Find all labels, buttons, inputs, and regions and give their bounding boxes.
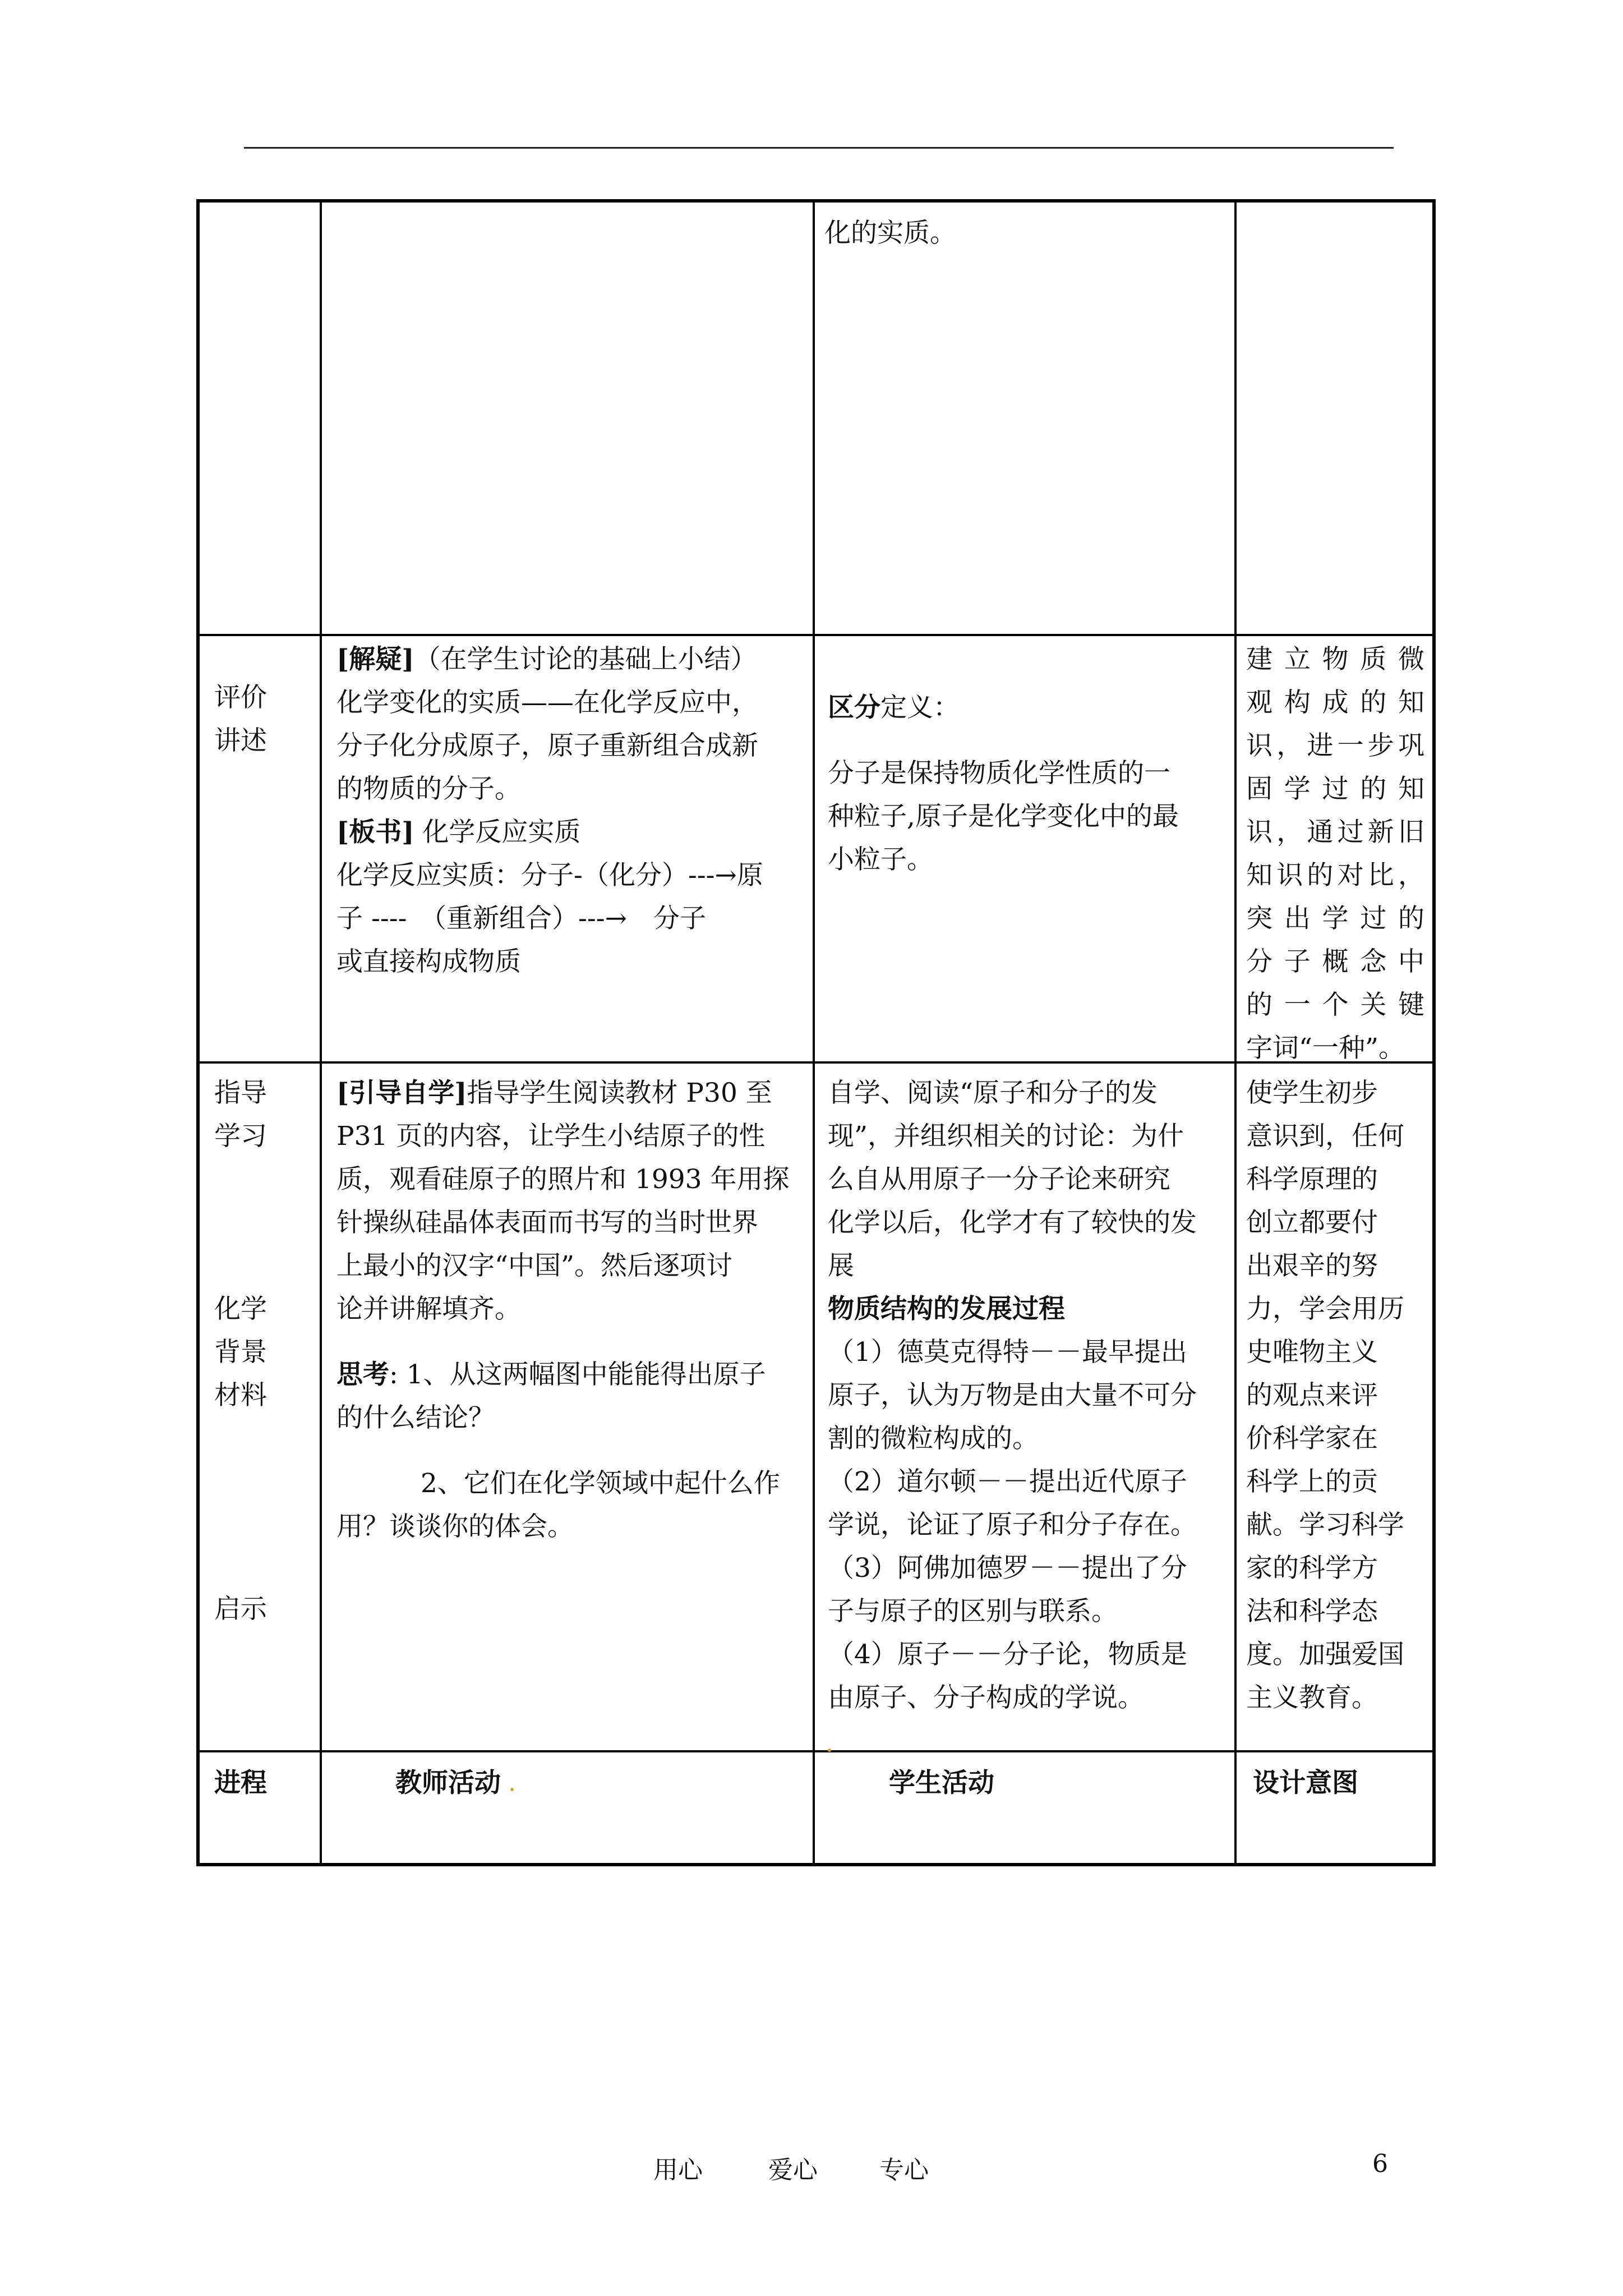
student-heading: 区分定义： [828,692,960,723]
intent-line: 识，通过新旧 [1246,817,1424,848]
student-item: 子与原子的区别与联系。 [828,1596,1118,1627]
footer-motto: 爱心 [768,2156,818,2184]
column-divider-3 [1234,199,1237,1866]
column-header-student: 学生活动 [889,1768,994,1798]
table-border-right [1432,199,1436,1866]
intent-line: 献。学习科学 [1246,1510,1404,1540]
column-header-teacher: 教师活动 [395,1768,501,1798]
student-item: （4）原子－－分子论，物质是 [828,1639,1187,1670]
student-line: 化学以后，化学才有了较快的发 [828,1207,1197,1238]
row2-stage-cell [214,676,315,762]
student-line: 么自从用原子一分子论来研究 [828,1164,1170,1195]
intent-line: 使学生初步 [1246,1078,1378,1108]
intent-line: 知识的对比， [1246,860,1424,891]
stage-label: 启示 [214,1594,267,1625]
intent-line: 字词“一种”。 [1246,1033,1405,1064]
intent-line: 科学上的贡 [1246,1466,1378,1497]
row2-teacher-cell [336,638,802,983]
teacher-line: 子 ---- （重新组合）---→ 分子 [336,903,706,934]
teacher-line: 的什么结论？ [336,1402,495,1433]
student-line: 小粒子。 [828,844,933,875]
row2-intent-cell [1246,638,1424,1070]
student-heading: 物质结构的发展过程 [828,1294,1065,1324]
stage-label: 背景 [214,1337,267,1368]
teacher-line: P31 页的内容，让学生小结原子的性 [336,1121,766,1152]
student-item: （3）阿佛加德罗－－提出了分 [828,1553,1187,1584]
row3-stage-cell-b [214,1287,315,1417]
marker-dot [510,1788,514,1791]
student-item: 学说，论证了原子和分子存在。 [828,1510,1197,1540]
row1-student-cell [824,211,1223,255]
stage-label: 指导 [214,1078,267,1108]
student-item: 由原子、分子构成的学说。 [828,1682,1144,1713]
student-item: 原子，认为万物是由大量不可分 [828,1380,1197,1411]
student-line: 现”，并组织相关的讨论：为什 [828,1121,1184,1152]
intent-line: 突出学过的 [1246,903,1424,934]
teacher-line: [板书] 化学反应实质 [336,817,581,848]
row-divider-1 [196,634,1436,636]
intent-line: 主义教育。 [1246,1682,1378,1713]
student-line: 自学、阅读“原子和分子的发 [828,1078,1158,1108]
row2-student-cell [828,686,1226,881]
think-line: 思考: 1、从这两幅图中能能得出原子 [336,1359,766,1390]
student-item: （2）道尔顿－－提出近代原子 [828,1466,1187,1497]
intent-line: 创立都要付 [1246,1207,1378,1238]
tag-label: 思考 [336,1359,389,1390]
intent-line: 意识到，任何 [1246,1121,1404,1152]
student-line: 分子是保持物质化学性质的一 [828,758,1170,789]
table-border-bottom [196,1863,1436,1866]
intent-line: 法和科学态 [1246,1596,1378,1627]
header-rule [244,147,1394,149]
marker-dot [828,1749,831,1752]
intent-line: 的一个关键 [1246,990,1424,1020]
teacher-line: 论并讲解填齐。 [336,1294,521,1324]
teacher-line: 化学变化的实质——在化学反应中， [336,687,758,718]
stage-label: 材料 [214,1380,267,1411]
intent-line: 的观点来评 [1246,1380,1378,1411]
intent-line: 科学原理的 [1246,1164,1378,1195]
teacher-line: 2、它们在化学领域中起什么作 [421,1468,780,1499]
student-line: 展 [828,1250,854,1281]
table-border-left [196,199,200,1866]
intent-line: 观构成的知 [1246,687,1424,718]
student-item: （1）德莫克得特－－最早提出 [828,1337,1187,1368]
intent-line: 建立物质微 [1246,644,1424,675]
row1-student-text: 化的实质。 [824,218,956,249]
column-divider-2 [813,199,815,1866]
row3-teacher-cell [336,1071,802,1548]
stage-label: 化学 [214,1294,267,1324]
intent-line: 固学过的知 [1246,774,1424,804]
tag-label: [解疑] [336,644,414,675]
column-header-intent: 设计意图 [1253,1768,1358,1798]
intent-line: 力，学会用历 [1246,1294,1404,1324]
tag-label: [引导自学] [336,1078,467,1108]
column-divider-1 [320,199,322,1866]
intent-line: 出艰辛的努 [1246,1250,1378,1281]
teacher-line: 用？谈谈你的体会。 [336,1511,574,1542]
student-item: 割的微粒构成的。 [828,1423,1039,1454]
intent-line: 度。加强爱国 [1246,1639,1404,1670]
teacher-line: 上最小的汉字“中国”。然后逐项讨 [336,1250,733,1281]
stage-label: 讲述 [214,725,267,756]
stage-label: 学习 [214,1121,267,1152]
row-divider-3 [196,1750,1436,1752]
teacher-line: 针操纵硅晶体表面而书写的当时世界 [336,1207,758,1238]
student-line: 种粒子,原子是化学变化中的最 [828,801,1179,832]
intent-line: 史唯物主义 [1246,1337,1378,1368]
footer-motto: 专心 [879,2156,929,2184]
footer-motto: 用心 [653,2156,703,2184]
column-header-stage: 进程 [214,1768,267,1798]
intent-line: 价科学家在 [1246,1423,1378,1454]
table-border-top [196,199,1436,203]
page-number: 6 [1372,2150,1388,2178]
row3-stage-cell-a [214,1071,315,1158]
teacher-line: 或直接构成物质 [336,946,521,977]
teacher-line: [解疑]（在学生讨论的基础上小结） [336,644,757,675]
teacher-line: 质，观看硅原子的照片和 1993 年用探 [336,1164,790,1195]
teacher-line: [引导自学]指导学生阅读教材 P30 至 [336,1078,772,1108]
row3-intent-cell [1246,1071,1424,1719]
intent-line: 分子概念中 [1246,946,1424,977]
intent-line: 家的科学方 [1246,1553,1378,1584]
tag-label: [板书] [336,817,414,848]
teacher-line: 化学反应实质：分子-（化分）---→原 [336,860,763,891]
row3-student-cell [828,1071,1226,1719]
row3-stage-cell-c [214,1588,315,1631]
lesson-table [196,199,1436,1866]
stage-label: 评价 [214,682,267,713]
intent-line: 识，进一步巩 [1246,730,1424,761]
teacher-line: 的物质的分子。 [336,774,521,804]
teacher-line: 分子化分成原子，原子重新组合成新 [336,730,758,761]
